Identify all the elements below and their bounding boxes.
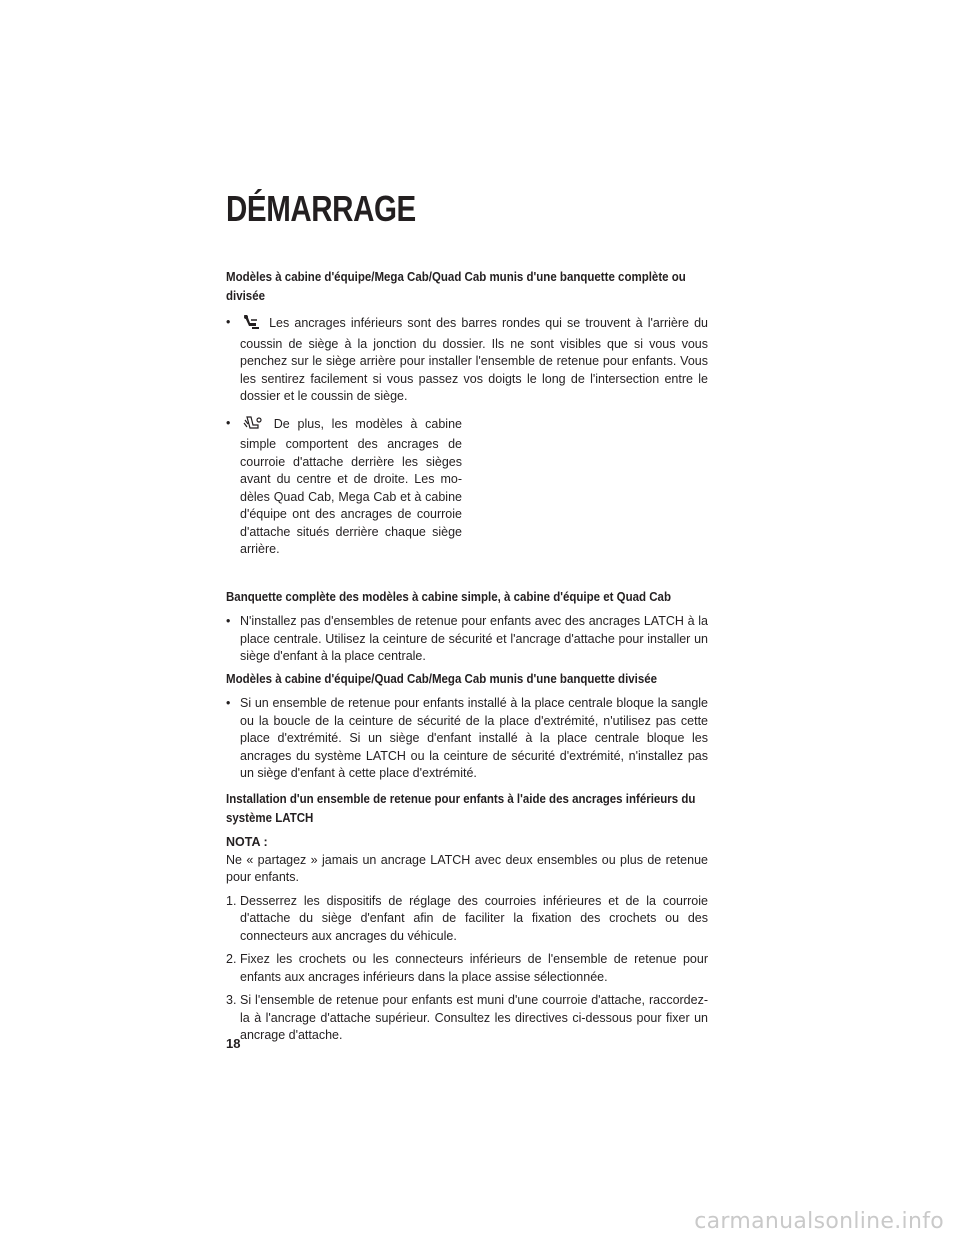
bullet-dot: • <box>226 614 231 628</box>
watermark: carmanualsonline.info <box>694 1209 944 1234</box>
tether-bullet-column <box>226 415 462 559</box>
step-text: Si l'ensemble de retenue pour enfants est muni d'une courroie d'attache, raccordez-la à l'ancrage d'attache supérieur. Consultez les directives ci-dessous pour fixer un ancrage d'attache. <box>240 993 708 1042</box>
list-item <box>226 992 708 1045</box>
lower-anchor-icon <box>242 314 260 336</box>
step-text: Fixez les crochets ou les connecteurs inférieurs de l'ensemble de retenue pour enfants aux ancrages inférieurs dans la place assise sélectionnée. <box>240 952 708 984</box>
section-1 <box>226 268 708 559</box>
page-number: 18 <box>226 1036 241 1051</box>
list-item <box>226 951 708 986</box>
page-title: DÉMARRAGE <box>226 188 416 229</box>
bullet-text: De plus, les modèles à cabine simple comportent des ancrages de courroie d'attache derrière les sièges avant du centre et de droite. Les mo-dèles Quad Cab, Mega Cab et à cabine d'équipe ont des ancrages de courroie d'attache situés derrière chaque siège arrière. <box>240 416 462 556</box>
bullet-dot: • <box>226 415 231 430</box>
step-number: 2. <box>226 952 237 966</box>
bullet-dot: • <box>226 696 231 710</box>
bullet-text: N'installez pas d'ensembles de retenue pour enfants avec des ancrages LATCH à la place centrale. Utilisez la ceinture de sécurité et l'ancrage d'attache pour installer un siège d'enfant à la place centrale. <box>240 614 708 663</box>
section-heading: Installation d'un ensemble de retenue pour enfants à l'aide des ancrages inférieurs du système LATCH <box>226 792 696 825</box>
section-3 <box>226 670 708 783</box>
list-item <box>226 695 708 783</box>
step-number: 3. <box>226 993 237 1007</box>
nota-label: NOTA : <box>226 835 268 849</box>
list-item <box>226 415 462 559</box>
list-item <box>226 893 708 946</box>
bullet-text: Si un ensemble de retenue pour enfants installé à la place centrale bloque la sangle ou la boucle de la ceinture de sécurité de la place d'extrémité, n'utilisez pas cette place d'extrémité. Si un siège d'enfant installé à la place centrale bloque les ancrages du système LATCH ou la ceinture de sécurité d'extrémité, n'installez pas un siège d'enfant à cette place d'extrémité. <box>240 696 708 780</box>
section-heading: Modèles à cabine d'équipe/Mega Cab/Quad Cab munis d'une banquette complète ou divisée <box>226 270 686 303</box>
bullet-text: Les ancrages inférieurs sont des barres rondes qui se trouvent à l'arrière du coussin de siège à la jonction du dossier. Ils ne sont visibles que si vous vous penchez sur le siège arrière pour installer l'ensemble de retenue pour enfants. Vous les sentirez facilement si vous passez vos doigts le long de l'intersection entre le dossier et le coussin de siège. <box>240 316 708 403</box>
section-4 <box>226 790 708 1045</box>
list-item <box>226 613 708 666</box>
list-item <box>226 314 708 406</box>
section-heading: Modèles à cabine d'équipe/Quad Cab/Mega Cab munis d'une banquette divisée <box>226 672 658 686</box>
section-2 <box>226 588 708 666</box>
step-text: Desserrez les dispositifs de réglage des courroies inférieures et de la courroie d'attache du siège d'enfant afin de faciliter la fixation des crochets ou des connecteurs aux ancrages du véhicule. <box>240 893 708 943</box>
bullet-dot: • <box>226 315 231 329</box>
step-number: 1. <box>226 893 237 908</box>
nota-text: Ne « partagez » jamais un ancrage LATCH avec deux ensembles ou plus de retenue pour enfants. <box>226 852 708 884</box>
tether-anchor-icon <box>242 415 262 437</box>
section-heading: Banquette complète des modèles à cabine simple, à cabine d'équipe et Quad Cab <box>226 590 671 604</box>
